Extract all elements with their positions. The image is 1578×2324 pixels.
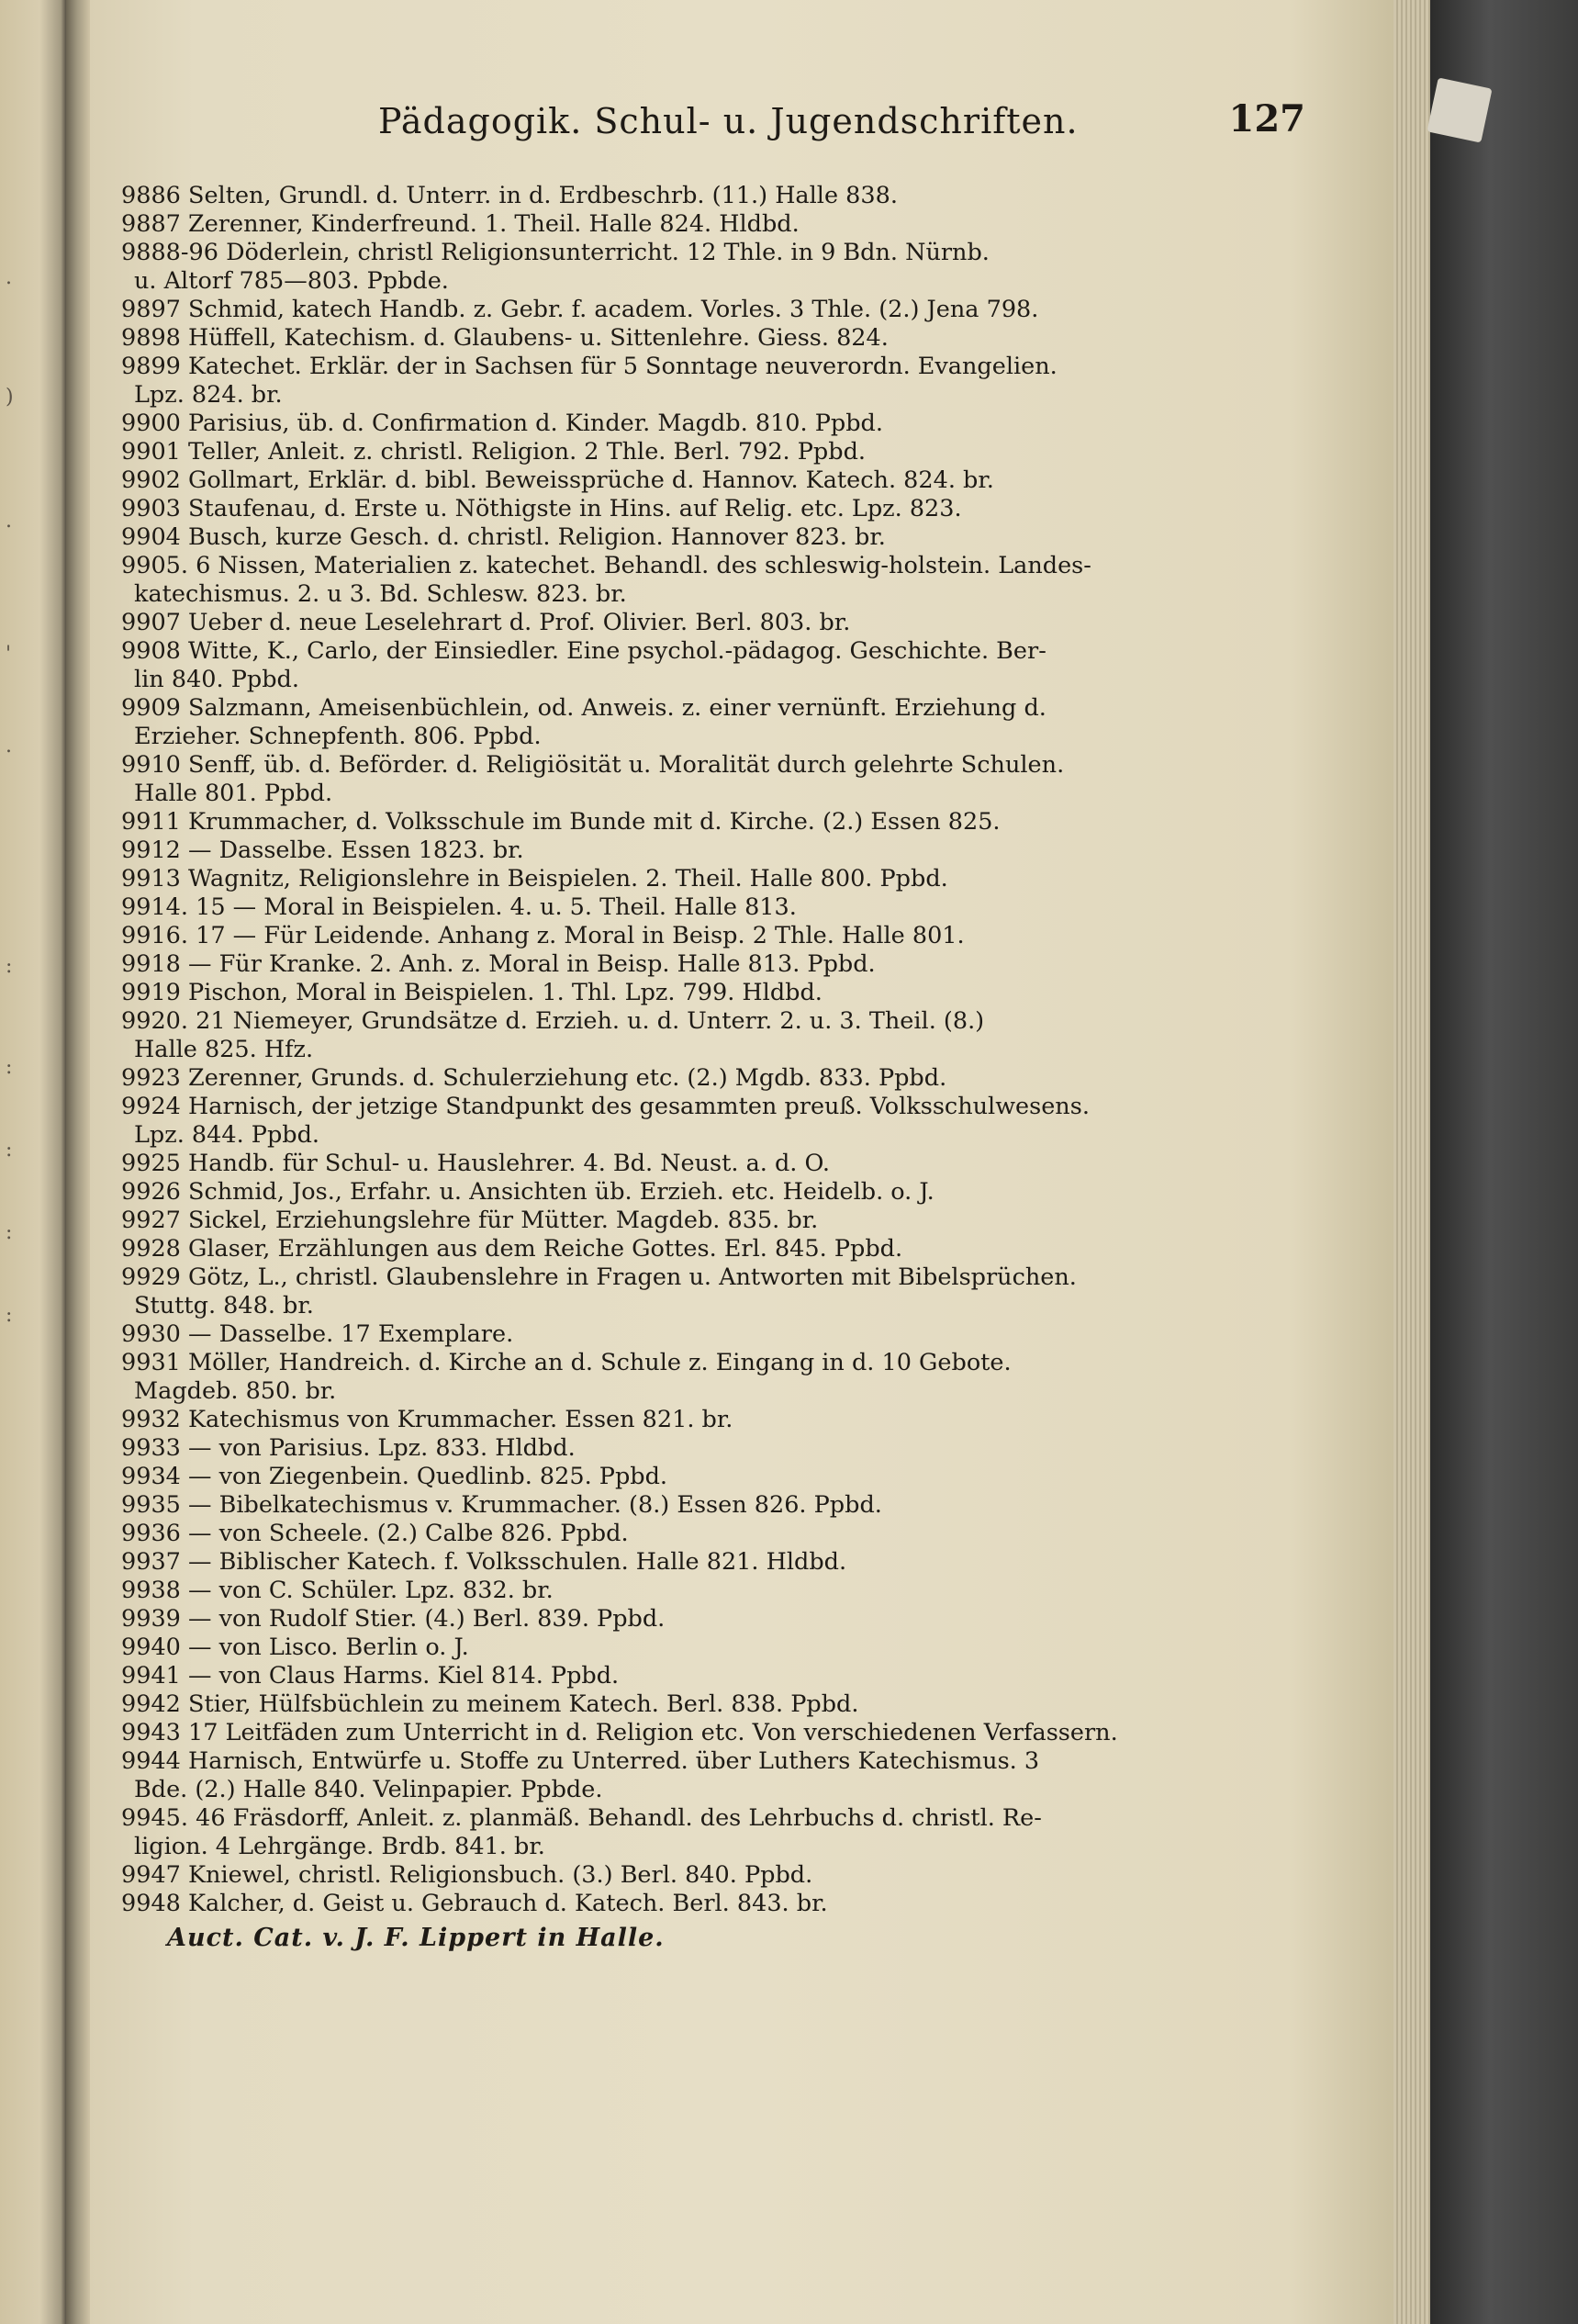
page-number: 127 [1228,97,1305,140]
catalog-entry: 9932 Katechismus von Krummacher. Essen 821. br. [121,1406,733,1433]
page-stack-edge [1393,0,1430,2324]
catalog-entry: 9920. 21 Niemeyer, Grundsätze d. Erzieh. u. d. Unterr. 2. u. 3. Theil. (8.) [121,1007,985,1035]
catalog-entry: 9913 Wagnitz, Religionslehre in Beispielen. 2. Theil. Halle 800. Ppbd. [121,865,948,893]
catalog-entry-continuation: Halle 801. Ppbd. [134,780,333,807]
catalog-entry: 9907 Ueber d. neue Leselehrart d. Prof. Olivier. Berl. 803. br. [121,609,851,636]
book-cover [1430,0,1578,2324]
catalog-entry: 9936 — von Scheele. (2.) Calbe 826. Ppbd. [121,1520,629,1547]
catalog-entry: 9924 Harnisch, der jetzige Standpunkt des gesammten preuß. Volksschulwesens. [121,1093,1090,1120]
margin-mark: : [6,1221,13,1244]
catalog-entry: 9918 — Für Kranke. 2. Anh. z. Moral in Beisp. Halle 813. Ppbd. [121,950,876,978]
catalog-entry: 9947 Kniewel, christl. Religionsbuch. (3.) Berl. 840. Ppbd. [121,1861,813,1889]
catalog-entry: 9933 — von Parisius. Lpz. 833. Hldbd. [121,1434,576,1462]
catalog-entry-continuation: lin 840. Ppbd. [134,666,299,693]
catalog-entry: 9914. 15 — Moral in Beispielen. 4. u. 5. Theil. Halle 813. [121,893,797,921]
book-gutter [66,0,90,2324]
catalog-entry: 9901 Teller, Anleit. z. christl. Religion. 2 Thle. Berl. 792. Ppbd. [121,438,867,466]
catalog-entry: 9900 Parisius, üb. d. Confirmation d. Kinder. Magdb. 810. Ppbd. [121,410,883,437]
page-content [121,92,1305,1952]
catalog-entry: 9937 — Biblischer Katech. f. Volksschulen. Halle 821. Hldbd. [121,1548,847,1576]
catalog-entry: 9902 Gollmart, Erklär. d. bibl. Beweissprüche d. Hannov. Katech. 824. br. [121,466,994,494]
catalog-entry-continuation: u. Altorf 785—803. Ppbde. [134,267,449,295]
catalog-entry: 9910 Senff, üb. d. Beförder. d. Religiösität u. Moralität durch gelehrte Schulen. [121,751,1065,779]
catalog-entry: 9942 Stier, Hülfsbüchlein zu meinem Katech. Berl. 838. Ppbd. [121,1690,859,1718]
catalog-entry: 9908 Witte, K., Carlo, der Einsiedler. Eine psychol.-pädagog. Geschichte. Ber- [121,637,1046,665]
catalog-entry: 9939 — von Rudolf Stier. (4.) Berl. 839. Ppbd. [121,1605,666,1633]
margin-mark: : [6,1056,13,1079]
catalog-entry: 9934 — von Ziegenbein. Quedlinb. 825. Ppbd. [121,1463,668,1490]
page-footer: Auct. Cat. v. J. F. Lippert in Halle. [167,1924,665,1952]
header-title: Pädagogik. Schul- u. Jugendschriften. [378,101,1079,141]
catalog-entry: 9948 Kalcher, d. Geist u. Gebrauch d. Katech. Berl. 843. br. [121,1890,828,1917]
catalog-entry: 9926 Schmid, Jos., Erfahr. u. Ansichten üb. Erzieh. etc. Heidelb. o. J. [121,1178,934,1206]
catalog-entry: 9886 Selten, Grundl. d. Unterr. in d. Erdbeschrb. (11.) Halle 838. [121,182,898,209]
catalog-entry: 9940 — von Lisco. Berlin o. J. [121,1634,469,1661]
catalog-entry: 9911 Krummacher, d. Volksschule im Bunde mit d. Kirche. (2.) Essen 825. [121,808,1001,836]
catalog-entry: 9909 Salzmann, Ameisenbüchlein, od. Anweis. z. einer vernünft. Erziehung d. [121,694,1046,722]
catalog-entry-continuation: Erzieher. Schnepfenth. 806. Ppbd. [134,723,542,750]
catalog-entry: 9944 Harnisch, Entwürfe u. Stoffe zu Unterred. über Luthers Katechismus. 3 [121,1747,1040,1775]
catalog-entry: 9925 Handb. für Schul- u. Hauslehrer. 4. Bd. Neust. a. d. O. [121,1150,831,1177]
cover-label [1427,77,1492,142]
catalog-entry: 9930 — Dasselbe. 17 Exemplare. [121,1320,514,1348]
catalog-entry: 9898 Hüffell, Katechism. d. Glaubens- u. Sittenlehre. Giess. 824. [121,324,889,352]
catalog-entry: 9903 Staufenau, d. Erste u. Nöthigste in Hins. auf Relig. etc. Lpz. 823. [121,495,962,522]
catalog-entries [121,182,1278,1918]
catalog-entry: 9919 Pischon, Moral in Beispielen. 1. Thl. Lpz. 799. Hldbd. [121,979,823,1006]
catalog-entry: 9905. 6 Nissen, Materialien z. katechet. Behandl. des schleswig-holstein. Landes- [121,552,1091,579]
catalog-entry-continuation: Magdeb. 850. br. [134,1377,337,1405]
catalog-entry: 9938 — von C. Schüler. Lpz. 832. br. [121,1577,554,1604]
margin-mark: ' [6,643,12,666]
margin-mark: : [6,955,13,978]
catalog-entry-continuation: ligion. 4 Lehrgänge. Brdb. 841. br. [134,1833,545,1860]
catalog-entry: 9899 Katechet. Erklär. der in Sachsen für 5 Sonntage neuverordn. Evangelien. [121,353,1058,380]
catalog-entry: 9931 Möller, Handreich. d. Kirche an d. Schule z. Eingang in d. 10 Gebote. [121,1349,1012,1376]
catalog-entry: 9945. 46 Fräsdorff, Anleit. z. planmäß. Behandl. des Lehrbuchs d. christl. Re- [121,1804,1042,1832]
margin-mark: : [6,1139,13,1162]
margin-mark: : [6,1304,13,1327]
catalog-entry: 9888-96 Döderlein, christl Religionsunterricht. 12 Thle. in 9 Bdn. Nürnb. [121,239,990,266]
catalog-entry-continuation: Halle 825. Hfz. [134,1036,314,1063]
catalog-entry: 9928 Glaser, Erzählungen aus dem Reiche Gottes. Erl. 845. Ppbd. [121,1235,903,1263]
catalog-entry-continuation: Lpz. 824. br. [134,381,283,409]
catalog-entry-continuation: Bde. (2.) Halle 840. Velinpapier. Ppbde. [134,1776,603,1803]
catalog-entry: 9904 Busch, kurze Gesch. d. christl. Religion. Hannover 823. br. [121,523,886,551]
catalog-entry: 9912 — Dasselbe. Essen 1823. br. [121,836,524,864]
catalog-entry: 9935 — Bibelkatechismus v. Krummacher. (8.) Essen 826. Ppbd. [121,1491,882,1519]
margin-mark: . [6,266,12,289]
catalog-entry: 9887 Zerenner, Kinderfreund. 1. Theil. Halle 824. Hldbd. [121,210,800,238]
catalog-entry: 9897 Schmid, katech Handb. z. Gebr. f. academ. Vorles. 3 Thle. (2.) Jena 798. [121,296,1039,323]
catalog-entry-continuation: Stuttg. 848. br. [134,1292,314,1319]
margin-mark: . [6,735,12,758]
catalog-entry: 9923 Zerenner, Grunds. d. Schulerziehung etc. (2.) Mgdb. 833. Ppbd. [121,1064,947,1092]
running-header [378,92,1305,156]
margin-mark: . [6,510,12,533]
catalog-entry-continuation: Lpz. 844. Ppbd. [134,1121,320,1149]
catalog-entry: 9927 Sickel, Erziehungslehre für Mütter. Magdeb. 835. br. [121,1207,819,1234]
catalog-entry: 9916. 17 — Für Leidende. Anhang z. Moral in Beisp. 2 Thle. Halle 801. [121,922,965,949]
catalog-entry-continuation: katechismus. 2. u 3. Bd. Schlesw. 823. br. [134,580,627,608]
catalog-entry: 9929 Götz, L., christl. Glaubenslehre in Fragen u. Antworten mit Bibelsprüchen. [121,1263,1077,1291]
catalog-entry: 9943 17 Leitfäden zum Unterricht in d. Religion etc. Von verschiedenen Verfassern. [121,1719,1118,1746]
catalog-entry: 9941 — von Claus Harms. Kiel 814. Ppbd. [121,1662,620,1690]
left-margin-marks [0,0,28,2324]
margin-mark: ) [6,386,14,409]
